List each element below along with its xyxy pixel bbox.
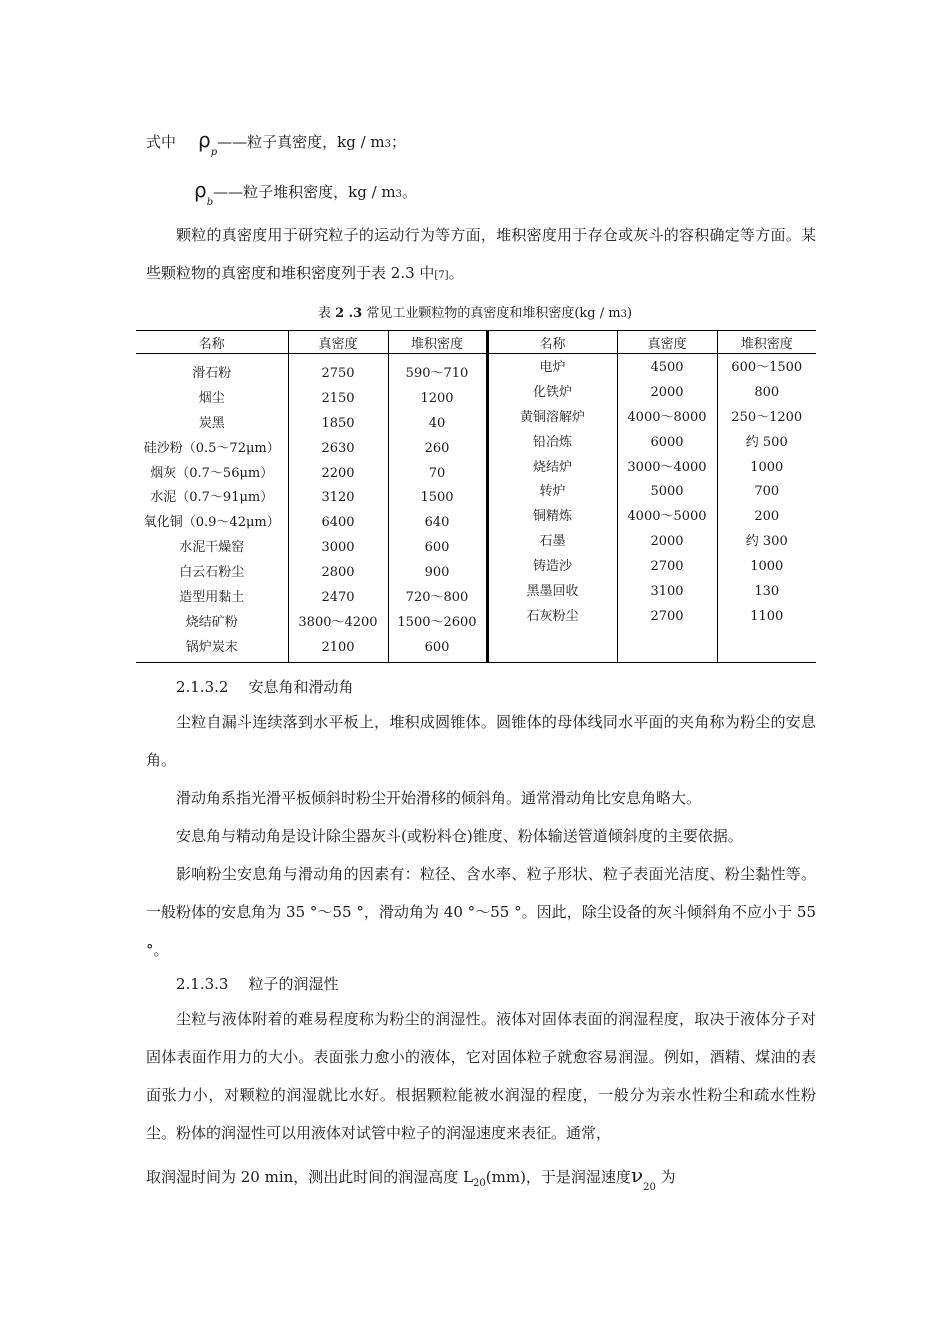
rho-subscript: p bbox=[210, 147, 218, 158]
table-cell: 70 bbox=[428, 465, 446, 481]
definition-end: ； bbox=[391, 133, 407, 151]
table-cell: 600 bbox=[424, 639, 450, 655]
table-cell: 40 bbox=[428, 415, 446, 431]
left-true-density-column bbox=[288, 354, 388, 663]
section-title: 粒子的润湿性 bbox=[248, 975, 339, 993]
table-cell: 白云石粉尘 bbox=[179, 565, 245, 581]
table-cell: 3120 bbox=[321, 490, 355, 506]
header-true-density: 真密度 bbox=[617, 331, 717, 354]
table-cell: 900 bbox=[424, 565, 450, 581]
unit-superscript: 3 bbox=[395, 189, 402, 200]
text: (mm)，于是润湿速度 bbox=[485, 1168, 631, 1186]
table-cell: 2630 bbox=[321, 440, 355, 456]
table-cell: 2000 bbox=[650, 534, 684, 550]
table-cell: 600 bbox=[424, 540, 450, 556]
table-cell: 铸造沙 bbox=[532, 559, 572, 575]
table-cell: 约 500 bbox=[745, 434, 788, 450]
table-cell: 2150 bbox=[321, 390, 355, 406]
table-cell: 电炉 bbox=[539, 360, 566, 375]
caption-number: 2 .3 bbox=[335, 306, 363, 321]
caption-prefix: 表 bbox=[317, 306, 336, 321]
table-cell: 4500 bbox=[650, 360, 684, 375]
table-cell: 1850 bbox=[321, 415, 355, 431]
rho-symbol: ρ bbox=[194, 178, 207, 202]
table-cell: 2200 bbox=[321, 465, 355, 481]
section-title: 安息角和滑动角 bbox=[248, 678, 354, 696]
definition-text: ——粒子堆积密度，kg / m bbox=[213, 183, 396, 201]
table-cell: 烧结炉 bbox=[532, 459, 572, 475]
paragraph: 尘粒自漏斗连续落到水平板上，堆积成圆锥体。圆锥体的母体线同水平面的夹角称为粉尘的安息角。 bbox=[146, 713, 816, 769]
table-cell: 3000 bbox=[321, 540, 355, 556]
header-true-density: 真密度 bbox=[288, 331, 388, 354]
table-cell: 700 bbox=[754, 484, 780, 500]
table-cell: 黑墨回收 bbox=[526, 584, 579, 600]
section-number: 2.1.3.3 bbox=[176, 975, 229, 993]
table-cell: 130 bbox=[754, 584, 780, 600]
table-cell: 锅炉炭末 bbox=[185, 639, 238, 655]
table-cell: 600～1500 bbox=[731, 360, 803, 375]
table-body-row bbox=[136, 354, 816, 663]
table-cell: 6000 bbox=[650, 434, 684, 450]
section-heading-2132 bbox=[176, 677, 354, 697]
header-bulk-density: 堆积密度 bbox=[717, 331, 816, 354]
intro-end: 。 bbox=[448, 264, 464, 282]
table-cell: 1500～2600 bbox=[397, 614, 477, 630]
table-cell: 黄铜溶解炉 bbox=[519, 409, 585, 425]
unit-superscript: 3 bbox=[384, 139, 392, 150]
definition-text: ——粒子真密度，kg / m bbox=[217, 133, 385, 151]
table-cell: 4000～5000 bbox=[627, 509, 707, 525]
text: 取润湿时间为 20 min，测出此时间的润湿高度 L bbox=[146, 1168, 474, 1186]
table-cell: 造型用黏土 bbox=[179, 590, 245, 606]
section-number: 2.1.3.2 bbox=[176, 678, 229, 696]
text: 为 bbox=[655, 1168, 676, 1186]
table-cell: 转炉 bbox=[539, 484, 566, 500]
table-cell: 6400 bbox=[321, 515, 355, 531]
table-cell: 2700 bbox=[650, 559, 684, 575]
table-cell: 3800～4200 bbox=[298, 614, 378, 630]
nu-symbol: ν bbox=[630, 1163, 644, 1187]
table-cell: 铜精炼 bbox=[532, 509, 572, 525]
table-cell: 1000 bbox=[750, 459, 784, 475]
reference-mark: [7] bbox=[434, 270, 449, 281]
table-cell: 260 bbox=[424, 440, 450, 456]
defs-prefix: 式中 bbox=[146, 133, 177, 151]
right-bulk-density-column bbox=[717, 354, 816, 663]
left-names-column bbox=[136, 354, 288, 663]
table-cell: 1000 bbox=[750, 559, 784, 575]
definition-end: 。 bbox=[402, 183, 418, 201]
section-heading-2133 bbox=[176, 974, 339, 994]
paragraph: 安息角与精动角是设计除尘器灰斗(或粉料仓)锥度、粉体输送管道倾斜度的主要依据。 bbox=[176, 827, 743, 845]
table-cell: 1200 bbox=[420, 390, 454, 406]
paragraph: 滑动角系指光滑平板倾斜时粉尘开始滑移的倾斜角。通常滑动角比安息角略大。 bbox=[176, 789, 702, 807]
right-true-density-column bbox=[617, 354, 717, 663]
table-cell: 200 bbox=[754, 509, 780, 525]
intro-text: 颗粒的真密度用于研究粒子的运动行为等方面，堆积密度用于存仓或灰斗的容积确定等方面。某些颗粒物的真密度和堆积密度列于表 2.3 中 bbox=[146, 226, 816, 282]
table-cell: 5000 bbox=[650, 484, 684, 500]
table-cell: 640 bbox=[424, 515, 450, 531]
table-cell: 石墨 bbox=[539, 534, 566, 550]
table-cell: 3100 bbox=[650, 584, 684, 600]
table-cell: 氧化铜（0.9～42μm） bbox=[143, 515, 280, 531]
table-cell: 4000～8000 bbox=[627, 409, 707, 425]
subscript: 20 bbox=[473, 1178, 486, 1189]
table-cell: 1500 bbox=[420, 490, 454, 506]
paragraph-last-line bbox=[146, 1163, 816, 1193]
paragraph: 尘粒与液体附着的难易程度称为粉尘的润湿性。液体对固体表面的润湿程度，取决于液体分子对固体表面作用力的大小。表面张力愈小的液体，它对固体粒子就愈容易润湿。例如，酒精、煤油的表面张力小，对颗粒的润湿就比水好。根据颗粒能被水润湿的程度，一般分为亲水性粉尘和疏水性粉尘。粉体的润湿性可以用液体对试管中粒子的润湿速度来表征。通常， bbox=[146, 1010, 816, 1142]
rho-subscript: b bbox=[206, 197, 214, 208]
table-header-row bbox=[136, 331, 816, 354]
table-cell: 烧结矿粉 bbox=[185, 614, 238, 630]
table-caption bbox=[0, 302, 950, 321]
definition-rho-b bbox=[194, 178, 864, 208]
left-bulk-density-column bbox=[388, 354, 487, 663]
table-cell: 滑石粉 bbox=[192, 366, 232, 381]
paragraph: 影响粉尘安息角与滑动角的因素有：粒径、含水率、粒子形状、粒子表面光洁度、粉尘黏性等。一般粉体的安息角为 35 °～55 °，滑动角为 40 °～55 °。因此，除尘设备的灰斗倾斜角不应小于 55 °。 bbox=[146, 865, 816, 959]
table-cell: 铅冶炼 bbox=[532, 434, 572, 450]
caption-end: ) bbox=[626, 306, 633, 321]
table-cell: 炭黑 bbox=[198, 415, 225, 431]
table-cell: 2700 bbox=[650, 608, 684, 624]
table-cell: 720～800 bbox=[405, 590, 469, 606]
header-bulk-density: 堆积密度 bbox=[388, 331, 487, 354]
definition-rho-p bbox=[146, 128, 816, 158]
table-cell: 烟尘 bbox=[198, 390, 225, 406]
table-cell: 烟灰（0.7～56μm） bbox=[150, 465, 274, 481]
table-cell: 2470 bbox=[321, 590, 355, 606]
table-cell: 化铁炉 bbox=[532, 384, 572, 400]
header-name: 名称 bbox=[487, 331, 617, 354]
caption-superscript: 3 bbox=[620, 309, 627, 320]
intro-paragraph bbox=[146, 216, 816, 295]
table-cell: 800 bbox=[754, 384, 780, 400]
table-cell: 约 300 bbox=[745, 534, 788, 550]
right-names-column bbox=[487, 354, 617, 663]
table-cell: 石灰粉尘 bbox=[526, 608, 579, 624]
table-cell: 2800 bbox=[321, 565, 355, 581]
table-cell: 250～1200 bbox=[731, 409, 803, 425]
caption-text: 常见工业颗粒物的真密度和堆积密度(kg / m bbox=[362, 306, 621, 321]
rho-symbol: ρ bbox=[198, 128, 211, 152]
table-cell: 水泥干燥窑 bbox=[179, 540, 245, 556]
table-cell: 硅沙粉（0.5～72μm） bbox=[143, 440, 280, 456]
table-cell: 3000～4000 bbox=[627, 459, 707, 475]
table-cell: 590～710 bbox=[405, 366, 469, 381]
table-cell: 2100 bbox=[321, 639, 355, 655]
table-cell: 1100 bbox=[750, 608, 784, 624]
table-cell: 2750 bbox=[321, 366, 355, 381]
density-table bbox=[136, 330, 816, 663]
table-cell: 水泥（0.7～91μm） bbox=[150, 490, 274, 506]
header-name: 名称 bbox=[136, 331, 288, 354]
table-cell: 2000 bbox=[650, 384, 684, 400]
subscript: 20 bbox=[643, 1182, 656, 1193]
